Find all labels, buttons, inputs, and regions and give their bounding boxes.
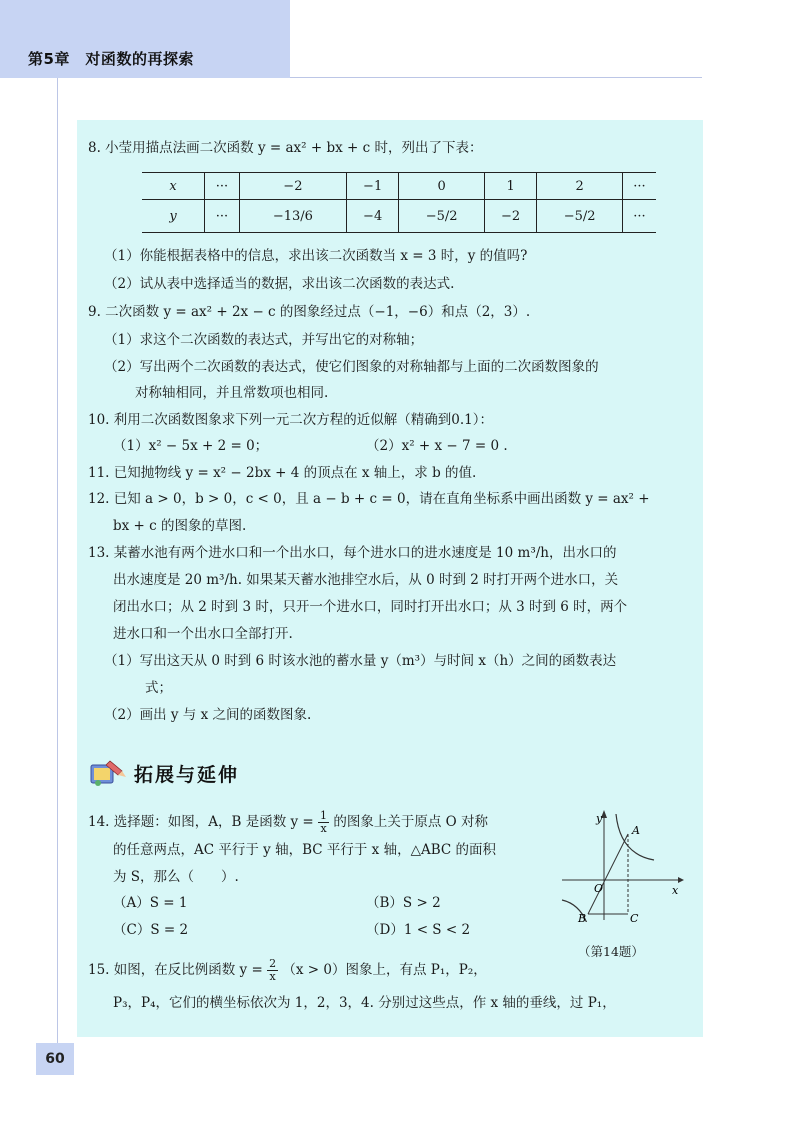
table-cell: −2 [484,200,537,233]
label-x: x [672,884,679,897]
q13-part1a: （1）写出这天从 0 时到 6 时该水池的蓄水量 y（m³）与时间 x（h）之间的函数表达 [104,653,617,669]
table-cell: −5/2 [537,200,622,233]
q14-line1-prefix: 14. 选择题：如图，A，B 是函数 y = [88,814,314,830]
section-title: 拓展与延伸 [134,763,240,786]
value-table [142,172,656,233]
pencil-book-icon [88,757,128,789]
hyperbola-branch-right [616,814,654,860]
table-cell: ··· [205,200,240,233]
q12-line2: bx + c 的图象的草图. [113,518,247,534]
q14-line1 [88,810,488,835]
fraction-denominator: x [269,970,276,983]
fraction-numerator: 1 [320,809,328,822]
table-cell: ··· [622,173,656,200]
q12-line1: 12. 已知 a > 0，b > 0，c < 0，且 a − b + c = 0，请在直角坐标系中画出函数 y = ax² + [88,491,650,507]
q15-line1-suffix: （x > 0）图象上，有点 P₁，P₂， [282,962,487,978]
table-row [142,200,656,233]
header-rule [290,77,702,78]
q14-option-d: （D）1 < S < 2 [366,922,471,938]
q14-line1-suffix: 的图象上关于原点 O 对称 [333,814,488,830]
label-y: y [596,812,603,825]
table-cell: ··· [205,173,240,200]
table-row [142,173,656,200]
fraction-denominator: x [320,822,327,835]
segment-ab [588,834,628,914]
q11-stem: 11. 已知抛物线 y = x² − 2bx + 4 的顶点在 x 轴上，求 b 的值. [88,465,477,481]
q9-part2b: 对称轴相同，并且常数项也相同. [135,385,329,401]
label-o: O [594,882,604,895]
q14-line2: 的任意两点，AC 平行于 y 轴，BC 平行于 x 轴，△ABC 的面积 [113,842,496,858]
table-cell: −1 [346,173,399,200]
q14-fraction [318,810,329,835]
q14-figure [558,810,684,922]
section-heading [88,756,239,790]
hyperbola-branch-left [562,900,592,922]
q9-part1: （1）求这个二次函数的表达式，并写出它的对称轴； [104,332,424,348]
q14-option-c: （C）S = 2 [113,922,189,938]
q14-option-b: （B）S > 2 [366,895,441,911]
q8-part1: （1）你能根据表格中的信息，求出该二次函数当 x = 3 时，y 的值吗? [104,248,528,264]
table-cell: 2 [537,173,622,200]
table-cell: −4 [346,200,399,233]
table-x-label: x [142,173,205,200]
table-cell: −2 [239,173,346,200]
table-y-label: y [142,200,205,233]
table-cell: −13/6 [239,200,346,233]
q15-line1 [88,958,487,983]
figure-caption: （第14题） [578,944,644,959]
label-a: A [632,824,640,837]
q8-stem: 8. 小莹用描点法画二次函数 y = ax² + bx + c 时，列出了下表： [88,140,483,156]
q13-line2: 出水速度是 20 m³/h. 如果某天蓄水池排空水后，从 0 时到 2 时打开两个进水口，关 [113,572,619,588]
q10-stem: 10. 利用二次函数图象求下列一元二次方程的近似解（精确到0.1）： [88,412,493,428]
q14-option-a: （A）S = 1 [113,895,188,911]
q13-line4: 进水口和一个出水口全部打开. [113,626,293,642]
q15-fraction [267,958,278,983]
q13-part2: （2）画出 y 与 x 之间的函数图象. [104,707,312,723]
q9-part2a: （2）写出两个二次函数的表达式，使它们图象的对称轴都与上面的二次函数图象的 [104,359,599,375]
x-axis-arrow [678,877,684,883]
chapter-title: 第5章 对函数的再探索 [28,50,194,68]
table-cell: 0 [399,173,484,200]
table-cell: ··· [622,200,656,233]
table-cell: 1 [484,173,537,200]
q15-line1-prefix: 15. 如图，在反比例函数 y = [88,962,263,978]
fraction-numerator: 2 [269,957,277,970]
side-rule [57,78,58,1043]
q8-part2: （2）试从表中选择适当的数据，求出该二次函数的表达式. [104,276,455,292]
q13-part1b: 式； [145,680,172,696]
label-b: B [578,912,587,922]
page-number: 60 [36,1043,74,1075]
table-cell: −5/2 [399,200,484,233]
q10-part2: （2）x² + x − 7 = 0 . [366,438,508,454]
q15-line2: P₃，P₄，它们的横坐标依次为 1，2，3，4. 分别过这些点，作 x 轴的垂线，过 P₁， [113,995,616,1011]
q10-part1: （1）x² − 5x + 2 = 0； [113,438,269,454]
q14-line3: 为 S，那么（ ）. [113,869,239,885]
label-c: C [630,912,639,922]
q9-stem: 9. 二次函数 y = ax² + 2x − c 的图象经过点（−1，−6）和点（2，3）. [88,304,531,320]
q13-line3: 闭出水口；从 2 时到 3 时，只开一个进水口，同时打开出水口；从 3 时到 6 时，两个 [113,599,628,615]
q13-line1: 13. 某蓄水池有两个进水口和一个出水口，每个进水口的进水速度是 10 m³/h，出水口的 [88,545,617,561]
